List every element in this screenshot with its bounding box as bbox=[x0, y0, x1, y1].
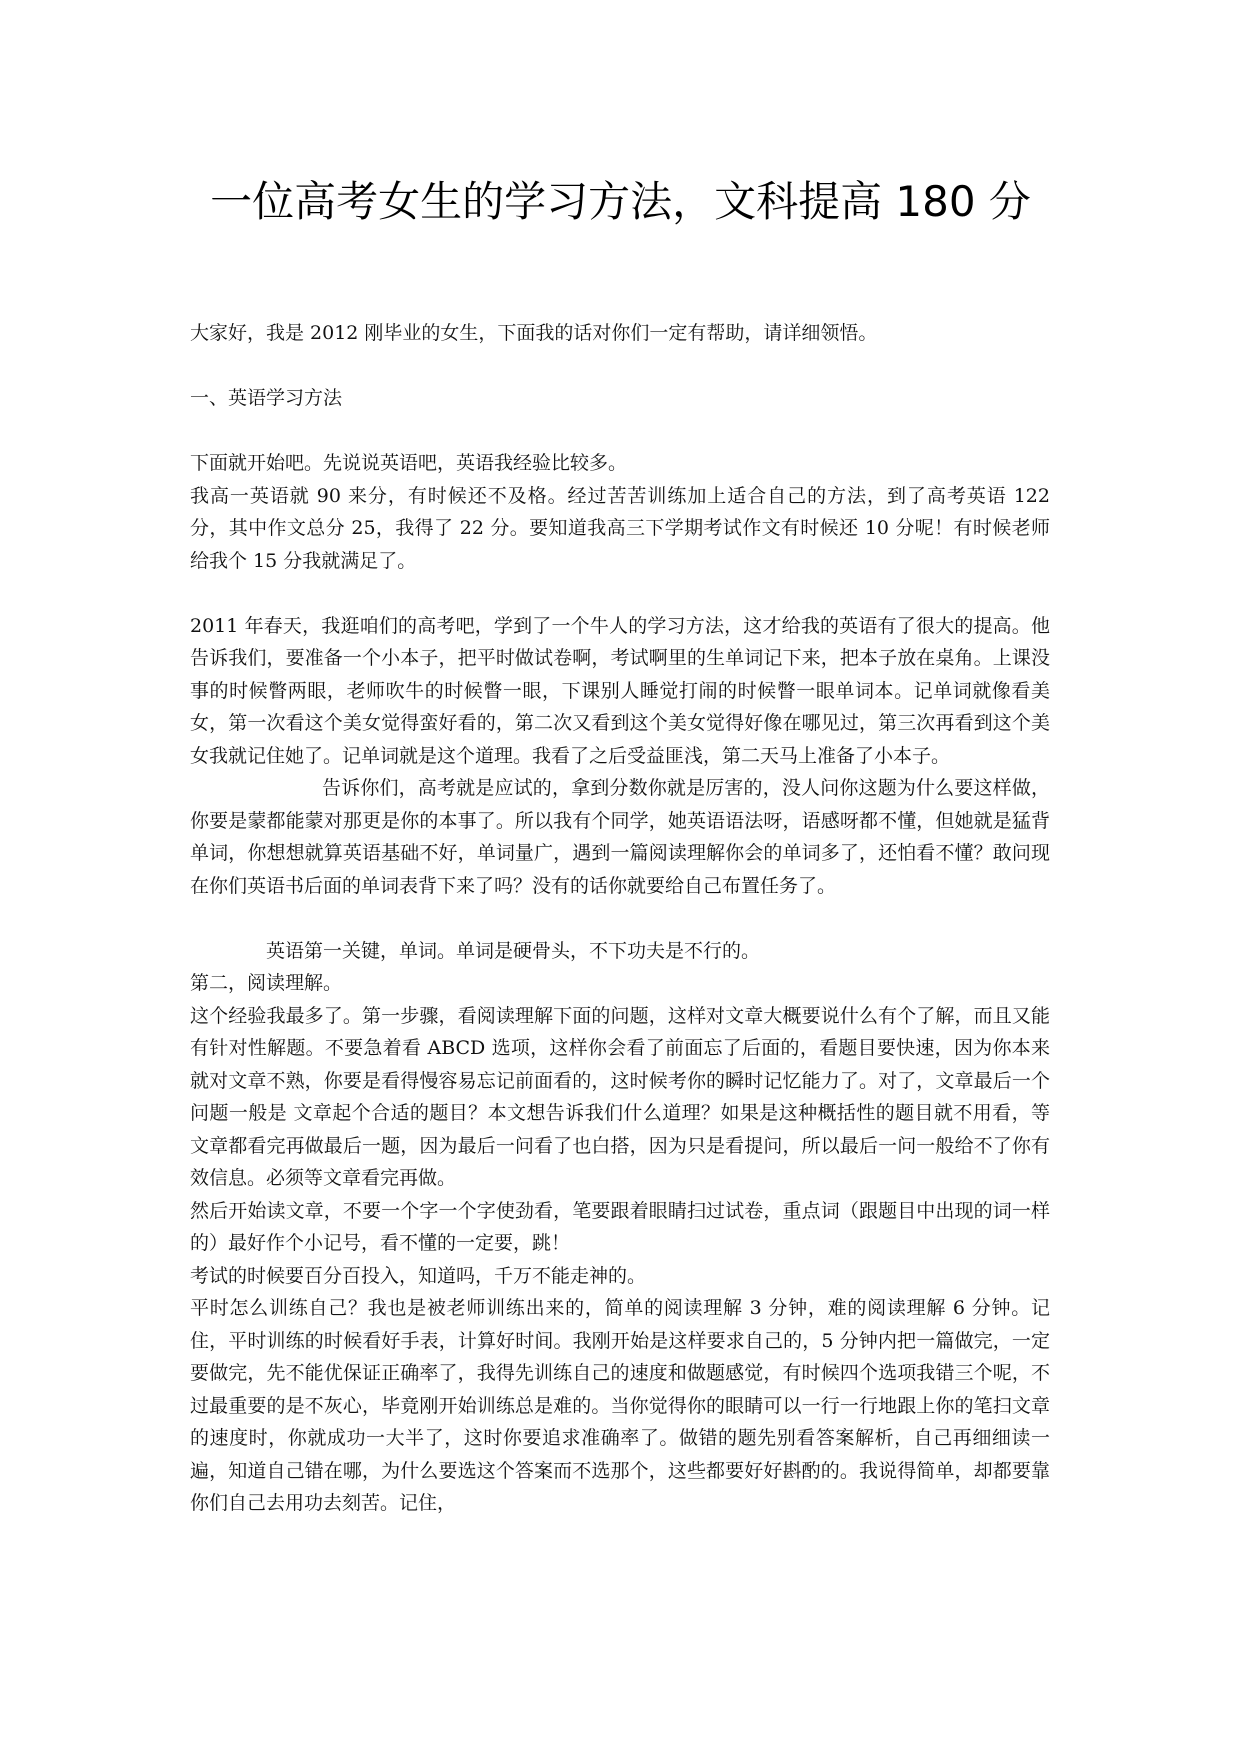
paragraph-notebook-method: 2011 年春天，我逛咱们的高考吧，学到了一个牛人的学习方法，这才给我的英语有了很大的提高。他告诉我们，要准备一个小本子，把平时做试卷啊，考试啊里的生单词记下来，把本子放在桌角。上课没事的时候瞥两眼，老师吹牛的时候瞥一眼，下课别人睡觉打闹的时候瞥一眼单词本。记单词就像看美女，第一次看这个美女觉得蛮好看的，第二次又看到这个美女觉得好像在哪见过，第三次再看到这个美女我就记住她了。记单词就是这个道理。我看了之后受益匪浅，第二天马上准备了小本子。 bbox=[190, 614, 1050, 767]
paragraph-gap bbox=[190, 902, 1050, 935]
paragraph-training: 平时怎么训练自己？我也是被老师训练出来的，简单的阅读理解 3 分钟，难的阅读理解 6 分钟。记住，平时训练的时候看好手表，计算好时间。我刚开始是这样要求自己的，5 分钟内把一篇做完，一定要做完，先不能优保证正确率了，我得先训练自己的速度和做题感觉，有时候四个选项我错三个呢，不过最重要的是不灰心，毕竟刚开始训练总是难的。当你觉得你的眼睛可以一行一行地跟上你的笔扫文章的速度时，你就成功一大半了，这时你要追求准确率了。做错的题先别看答案解析，自己再细细读一遍，知道自己错在哪，为什么要选这个答案而不选那个，这些都要好好斟酌的。我说得简单，却都要靠你们自己去用功去刻苦。记住， bbox=[190, 1297, 1050, 1514]
paragraph-start: 下面就开始吧。先说说英语吧，英语我经验比较多。 bbox=[190, 452, 628, 474]
paragraph-focus: 考试的时候要百分百投入，知道吗，千万不能走神的。 bbox=[190, 1264, 647, 1287]
section-heading-reading: 第二，阅读理解。 bbox=[190, 972, 343, 994]
paragraph-intro: 大家好，我是 2012 刚毕业的女生，下面我的话对你们一定有帮助，请详细领悟。 bbox=[190, 322, 878, 344]
paragraph-reading-scan: 然后开始读文章，不要一个字一个字使劲看，笔要跟着眼睛扫过试卷，重点词（跟题目中出现的词一样的）最好作个小记号，看不懂的一定要，跳！ bbox=[190, 1199, 1050, 1254]
paragraph-gap bbox=[190, 577, 1050, 610]
paragraph-vocabulary-key: 英语第一关键，单词。单词是硬骨头，不下功夫是不行的。 bbox=[266, 939, 761, 962]
document-title: 一位高考女生的学习方法，文科提高 180 分 bbox=[210, 177, 1031, 226]
paragraph-scores: 我高一英语就 90 来分，有时候还不及格。经过苦苦训练加上适合自己的方法，到了高考英语 122 分，其中作文总分 25，我得了 22 分。要知道我高三下学期考试作文有时候还 10 分呢！有时候老师给我个 15 分我就满足了。 bbox=[190, 484, 1050, 572]
paragraph-reading-step-one: 这个经验我最多了。第一步骤，看阅读理解下面的问题，这样对文章大概要说什么有个了解，而且又能有针对性解题。不要急着看 ABCD 选项，这样你会看了前面忘了后面的，看题目要快速，因为你本来就对文章不熟，你要是看得慢容易忘记前面看的，这时候考你的瞬时记忆能力了。对了，文章最后一个问题一般是 文章起个合适的题目？本文想告诉我们什么道理？如果是这种概括性的题目就不用看，等文章都看完再做最后一题，因为最后一问看了也白搭，因为只是看提问，所以最后一问一般给不了你有效信息。必须等文章看完再做。 bbox=[190, 1004, 1050, 1189]
paragraph-gap bbox=[190, 415, 1050, 448]
paragraph-exam-oriented: 告诉你们，高考就是应试的，拿到分数你就是厉害的，没人问你这题为什么要这样做，你要是蒙都能蒙对那更是你的本事了。所以我有个同学，她英语语法呀，语感呀都不懂，但她就是猛背单词，你想想就算英语基础不好，单词量广，遇到一篇阅读理解你会的单词多了，还怕看不懂？敢问现在你们英语书后面的单词表背下来了吗？没有的话你就要给自己布置任务了。 bbox=[190, 777, 1050, 897]
section-heading-english: 一、英语学习方法 bbox=[190, 387, 343, 409]
paragraph-gap bbox=[190, 350, 1050, 383]
document-body bbox=[190, 317, 1050, 1520]
